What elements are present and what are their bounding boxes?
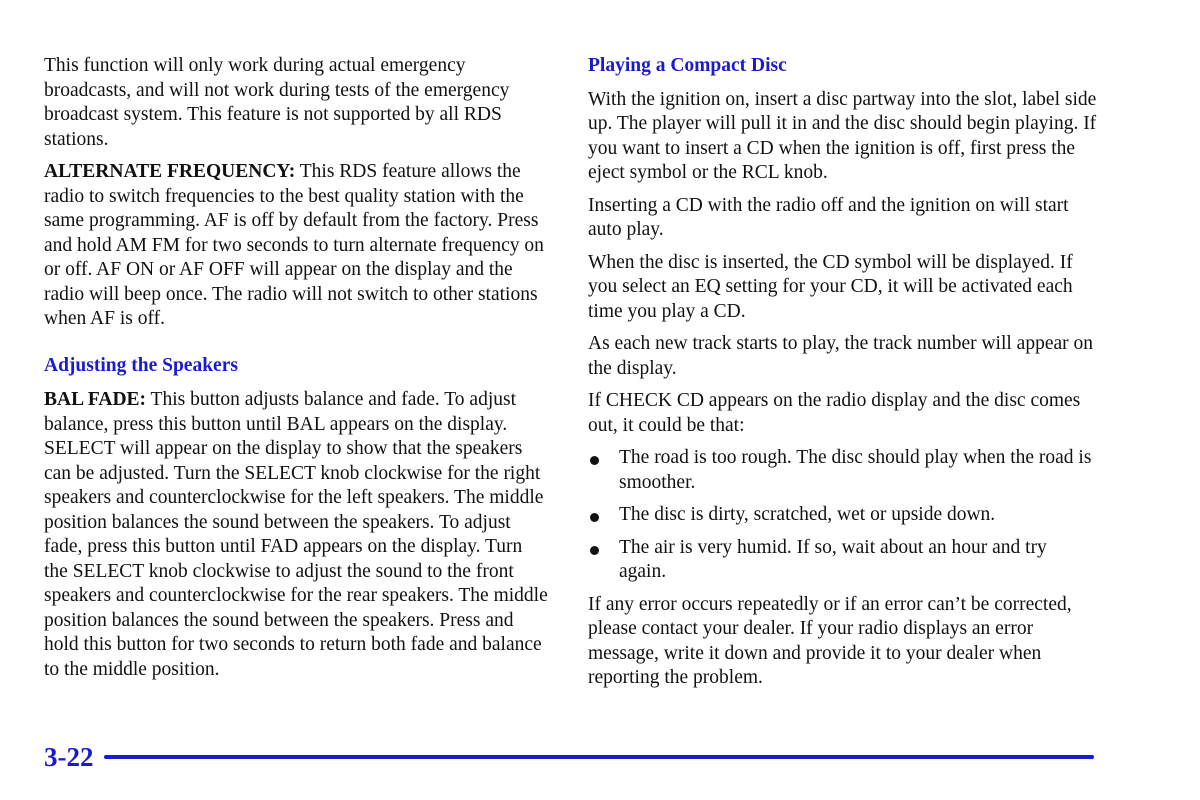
page-number: 3-22: [44, 742, 94, 772]
cd-symbol-paragraph: When the disc is inserted, the CD symbol will be displayed. If you select an EQ setting for your CD, it will be activated each time you play a CD.: [588, 251, 1073, 322]
bal-fade-text: This button adjusts balance and fade. To adjust balance, press this button until BAL appears on the display. SELECT will appear on the display to show that the speakers can be adjusted. Turn the SELECT knob clockwise for the right speakers and counterclockwise for the left speakers. The middle position balances the sound between the speakers. To adjust fade, press this button until FAD appears on the display. Turn the SELECT knob clockwise to adjust the sound to the front speakers and counterclockwise for the rear speakers. The middle position balances the sound between the speakers. Press and hold this button for two seconds to return both fade and balance to the middle position.: [44, 389, 548, 680]
error-paragraph: If any error occurs repeatedly or if an error can’t be corrected, please contact your dealer. If your radio displays an error message, write it down and provide it to your dealer when reporting the problem.: [588, 593, 1072, 688]
list-item: The disc is dirty, scratched, wet or upside down.: [588, 503, 1098, 528]
right-column: [588, 54, 1098, 699]
check-cd-paragraph: If CHECK CD appears on the radio display and the disc comes out, it could be that:: [588, 390, 1081, 436]
bullet-icon: [590, 546, 599, 555]
adjusting-speakers-heading: Adjusting the Speakers: [44, 354, 238, 376]
bal-fade-label: BAL FADE:: [44, 389, 147, 410]
bullet-icon: [590, 456, 599, 465]
list-item: The road is too rough. The disc should play when the road is smoother.: [588, 446, 1098, 495]
auto-play-paragraph: Inserting a CD with the radio off and the ignition on will start auto play.: [588, 194, 1069, 240]
alternate-frequency-label: ALTERNATE FREQUENCY:: [44, 161, 296, 182]
emergency-note-paragraph: This function will only work during actual emergency broadcasts, and will not work during tests of the emergency broadcast system. This feature is not supported by all RDS stations.: [44, 55, 510, 150]
insert-disc-paragraph: With the ignition on, insert a disc partway into the slot, label side up. The player will pull it in and the disc should begin playing. If you want to insert a CD when the ignition is off, first press the eject symbol or the RCL knob.: [588, 88, 1097, 183]
footer-divider: [104, 755, 1094, 759]
alternate-frequency-text: This RDS feature allows the radio to switch frequencies to the best quality station with the same programming. AF is off by default from the factory. Press and hold AM FM for two seconds to turn alternate frequency on or off. AF ON or AF OFF will appear on the display and the radio will beep once. The radio will not switch to other stations when AF is off.: [44, 161, 544, 329]
list-item: The air is very humid. If so, wait about an hour and try again.: [588, 536, 1098, 585]
left-column: [44, 54, 550, 690]
alternate-frequency-paragraph: [44, 160, 550, 332]
bullet-icon: [590, 513, 599, 522]
playing-compact-disc-heading: Playing a Compact Disc: [588, 55, 787, 76]
bal-fade-paragraph: [44, 388, 550, 682]
track-number-paragraph: As each new track starts to play, the track number will appear on the display.: [588, 333, 1094, 379]
check-cd-causes-list: [588, 446, 1098, 585]
